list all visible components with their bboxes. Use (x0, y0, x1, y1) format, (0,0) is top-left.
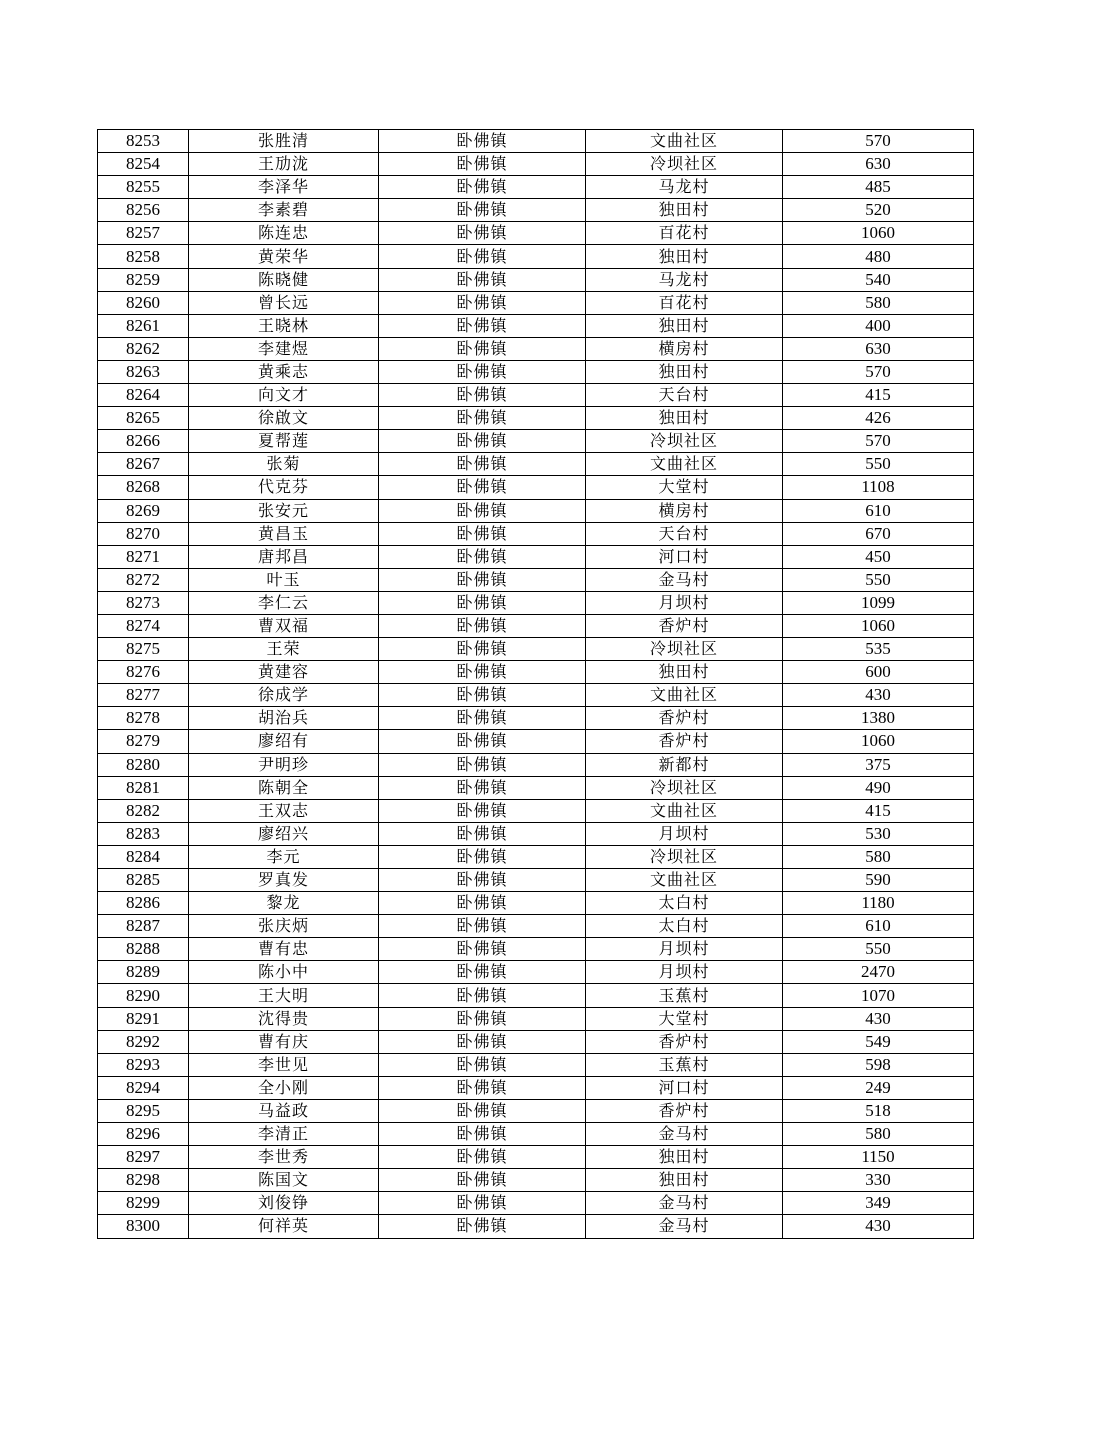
cell-id: 8278 (98, 707, 189, 730)
cell-amount: 1060 (783, 222, 974, 245)
cell-town: 卧佛镇 (379, 776, 586, 799)
table-row (98, 153, 974, 176)
cell-village: 文曲社区 (586, 684, 783, 707)
cell-amount: 1180 (783, 892, 974, 915)
cell-amount: 630 (783, 337, 974, 360)
cell-name: 全小刚 (189, 1076, 379, 1099)
cell-village: 玉蕉村 (586, 984, 783, 1007)
table-row (98, 199, 974, 222)
cell-village: 冷坝社区 (586, 845, 783, 868)
cell-id: 8255 (98, 176, 189, 199)
cell-amount: 1060 (783, 614, 974, 637)
cell-name: 沈得贵 (189, 1007, 379, 1030)
table-row (98, 892, 974, 915)
cell-amount: 518 (783, 1099, 974, 1122)
cell-town: 卧佛镇 (379, 730, 586, 753)
table-row (98, 753, 974, 776)
cell-town: 卧佛镇 (379, 1123, 586, 1146)
cell-village: 大堂村 (586, 1007, 783, 1030)
table-row (98, 453, 974, 476)
cell-amount: 1060 (783, 730, 974, 753)
cell-id: 8281 (98, 776, 189, 799)
cell-amount: 430 (783, 1215, 974, 1238)
table-row (98, 476, 974, 499)
cell-id: 8259 (98, 268, 189, 291)
cell-town: 卧佛镇 (379, 245, 586, 268)
cell-id: 8284 (98, 845, 189, 868)
cell-name: 唐邦昌 (189, 545, 379, 568)
table-row (98, 661, 974, 684)
cell-village: 文曲社区 (586, 799, 783, 822)
cell-id: 8279 (98, 730, 189, 753)
cell-village: 香炉村 (586, 1030, 783, 1053)
cell-name: 徐成学 (189, 684, 379, 707)
cell-id: 8267 (98, 453, 189, 476)
cell-id: 8296 (98, 1123, 189, 1146)
cell-name: 黄昌玉 (189, 522, 379, 545)
cell-amount: 549 (783, 1030, 974, 1053)
cell-town: 卧佛镇 (379, 799, 586, 822)
table-row (98, 845, 974, 868)
cell-village: 香炉村 (586, 1099, 783, 1122)
cell-town: 卧佛镇 (379, 337, 586, 360)
cell-name: 陈连忠 (189, 222, 379, 245)
table-row (98, 799, 974, 822)
cell-village: 马龙村 (586, 176, 783, 199)
table-row (98, 1076, 974, 1099)
cell-village: 独田村 (586, 661, 783, 684)
cell-id: 8256 (98, 199, 189, 222)
cell-town: 卧佛镇 (379, 869, 586, 892)
cell-name: 王晓林 (189, 314, 379, 337)
cell-id: 8272 (98, 568, 189, 591)
cell-name: 李建煜 (189, 337, 379, 360)
cell-village: 文曲社区 (586, 453, 783, 476)
table-row (98, 776, 974, 799)
table-row (98, 1215, 974, 1238)
cell-village: 河口村 (586, 1076, 783, 1099)
cell-id: 8277 (98, 684, 189, 707)
cell-name: 王劢泷 (189, 153, 379, 176)
cell-town: 卧佛镇 (379, 1030, 586, 1053)
cell-town: 卧佛镇 (379, 153, 586, 176)
cell-amount: 670 (783, 522, 974, 545)
cell-amount: 520 (783, 199, 974, 222)
cell-amount: 430 (783, 684, 974, 707)
cell-amount: 375 (783, 753, 974, 776)
cell-amount: 610 (783, 915, 974, 938)
cell-town: 卧佛镇 (379, 407, 586, 430)
table-row (98, 1099, 974, 1122)
cell-amount: 1070 (783, 984, 974, 1007)
cell-amount: 426 (783, 407, 974, 430)
cell-amount: 580 (783, 291, 974, 314)
cell-name: 曹有忠 (189, 938, 379, 961)
cell-name: 黄荣华 (189, 245, 379, 268)
cell-name: 徐啟文 (189, 407, 379, 430)
table-row (98, 245, 974, 268)
table-row (98, 499, 974, 522)
cell-name: 何祥英 (189, 1215, 379, 1238)
cell-town: 卧佛镇 (379, 176, 586, 199)
table-row (98, 130, 974, 153)
cell-town: 卧佛镇 (379, 130, 586, 153)
cell-id: 8294 (98, 1076, 189, 1099)
cell-name: 刘俊铮 (189, 1192, 379, 1215)
cell-id: 8269 (98, 499, 189, 522)
cell-name: 向文才 (189, 384, 379, 407)
cell-name: 李元 (189, 845, 379, 868)
cell-town: 卧佛镇 (379, 961, 586, 984)
cell-id: 8274 (98, 614, 189, 637)
cell-name: 尹明珍 (189, 753, 379, 776)
cell-amount: 600 (783, 661, 974, 684)
cell-id: 8289 (98, 961, 189, 984)
cell-town: 卧佛镇 (379, 430, 586, 453)
cell-amount: 330 (783, 1169, 974, 1192)
cell-name: 马益政 (189, 1099, 379, 1122)
cell-town: 卧佛镇 (379, 360, 586, 383)
cell-id: 8273 (98, 591, 189, 614)
cell-amount: 349 (783, 1192, 974, 1215)
cell-id: 8293 (98, 1053, 189, 1076)
cell-town: 卧佛镇 (379, 1053, 586, 1076)
cell-id: 8286 (98, 892, 189, 915)
cell-village: 冷坝社区 (586, 776, 783, 799)
cell-town: 卧佛镇 (379, 638, 586, 661)
cell-name: 代克芬 (189, 476, 379, 499)
cell-amount: 1108 (783, 476, 974, 499)
cell-town: 卧佛镇 (379, 1192, 586, 1215)
cell-id: 8285 (98, 869, 189, 892)
cell-name: 曹有庆 (189, 1030, 379, 1053)
cell-village: 冷坝社区 (586, 430, 783, 453)
cell-id: 8295 (98, 1099, 189, 1122)
cell-id: 8282 (98, 799, 189, 822)
cell-village: 文曲社区 (586, 869, 783, 892)
cell-name: 陈小中 (189, 961, 379, 984)
cell-town: 卧佛镇 (379, 568, 586, 591)
cell-village: 香炉村 (586, 614, 783, 637)
cell-town: 卧佛镇 (379, 661, 586, 684)
cell-town: 卧佛镇 (379, 684, 586, 707)
cell-town: 卧佛镇 (379, 1007, 586, 1030)
cell-village: 文曲社区 (586, 130, 783, 153)
cell-village: 独田村 (586, 360, 783, 383)
cell-name: 王大明 (189, 984, 379, 1007)
cell-village: 马龙村 (586, 268, 783, 291)
table-row (98, 522, 974, 545)
cell-name: 黎龙 (189, 892, 379, 915)
table-row (98, 984, 974, 1007)
cell-town: 卧佛镇 (379, 384, 586, 407)
table-row (98, 1169, 974, 1192)
cell-name: 曹双福 (189, 614, 379, 637)
cell-town: 卧佛镇 (379, 938, 586, 961)
cell-village: 独田村 (586, 314, 783, 337)
cell-amount: 415 (783, 384, 974, 407)
cell-town: 卧佛镇 (379, 915, 586, 938)
cell-village: 金马村 (586, 1192, 783, 1215)
cell-name: 陈晓健 (189, 268, 379, 291)
cell-village: 百花村 (586, 291, 783, 314)
cell-town: 卧佛镇 (379, 291, 586, 314)
cell-name: 张胜清 (189, 130, 379, 153)
cell-village: 月坝村 (586, 938, 783, 961)
table-row (98, 222, 974, 245)
cell-amount: 550 (783, 938, 974, 961)
table-row (98, 545, 974, 568)
cell-amount: 2470 (783, 961, 974, 984)
cell-amount: 450 (783, 545, 974, 568)
cell-id: 8263 (98, 360, 189, 383)
cell-id: 8253 (98, 130, 189, 153)
cell-town: 卧佛镇 (379, 1146, 586, 1169)
cell-name: 陈国文 (189, 1169, 379, 1192)
cell-village: 金马村 (586, 568, 783, 591)
cell-id: 8280 (98, 753, 189, 776)
cell-town: 卧佛镇 (379, 453, 586, 476)
cell-village: 大堂村 (586, 476, 783, 499)
table-row (98, 1192, 974, 1215)
cell-amount: 630 (783, 153, 974, 176)
cell-name: 李泽华 (189, 176, 379, 199)
cell-town: 卧佛镇 (379, 522, 586, 545)
cell-id: 8292 (98, 1030, 189, 1053)
table-row (98, 591, 974, 614)
cell-town: 卧佛镇 (379, 476, 586, 499)
table-row (98, 638, 974, 661)
table-row (98, 938, 974, 961)
cell-id: 8271 (98, 545, 189, 568)
cell-id: 8270 (98, 522, 189, 545)
table-row (98, 314, 974, 337)
cell-id: 8297 (98, 1146, 189, 1169)
cell-amount: 598 (783, 1053, 974, 1076)
table-row (98, 1053, 974, 1076)
table-row (98, 915, 974, 938)
table-row (98, 337, 974, 360)
cell-id: 8288 (98, 938, 189, 961)
cell-village: 月坝村 (586, 591, 783, 614)
cell-town: 卧佛镇 (379, 892, 586, 915)
cell-id: 8287 (98, 915, 189, 938)
cell-village: 金马村 (586, 1215, 783, 1238)
cell-village: 横房村 (586, 337, 783, 360)
cell-id: 8276 (98, 661, 189, 684)
cell-amount: 580 (783, 1123, 974, 1146)
cell-id: 8298 (98, 1169, 189, 1192)
table-row (98, 684, 974, 707)
cell-town: 卧佛镇 (379, 1215, 586, 1238)
cell-town: 卧佛镇 (379, 984, 586, 1007)
cell-id: 8258 (98, 245, 189, 268)
cell-id: 8257 (98, 222, 189, 245)
cell-town: 卧佛镇 (379, 753, 586, 776)
cell-name: 廖绍兴 (189, 822, 379, 845)
cell-amount: 540 (783, 268, 974, 291)
cell-town: 卧佛镇 (379, 845, 586, 868)
data-table (97, 129, 974, 1239)
cell-amount: 610 (783, 499, 974, 522)
table-row (98, 961, 974, 984)
cell-town: 卧佛镇 (379, 1099, 586, 1122)
cell-village: 河口村 (586, 545, 783, 568)
cell-name: 黄乘志 (189, 360, 379, 383)
cell-amount: 490 (783, 776, 974, 799)
cell-village: 横房村 (586, 499, 783, 522)
cell-id: 8275 (98, 638, 189, 661)
cell-amount: 1150 (783, 1146, 974, 1169)
cell-id: 8260 (98, 291, 189, 314)
cell-id: 8291 (98, 1007, 189, 1030)
cell-name: 张菊 (189, 453, 379, 476)
cell-id: 8261 (98, 314, 189, 337)
table-row (98, 730, 974, 753)
cell-name: 夏帮莲 (189, 430, 379, 453)
cell-name: 罗真发 (189, 869, 379, 892)
cell-amount: 570 (783, 130, 974, 153)
cell-town: 卧佛镇 (379, 614, 586, 637)
cell-amount: 1380 (783, 707, 974, 730)
cell-village: 百花村 (586, 222, 783, 245)
cell-town: 卧佛镇 (379, 199, 586, 222)
cell-id: 8268 (98, 476, 189, 499)
cell-name: 李世见 (189, 1053, 379, 1076)
cell-name: 王荣 (189, 638, 379, 661)
table-row (98, 614, 974, 637)
cell-village: 冷坝社区 (586, 638, 783, 661)
cell-town: 卧佛镇 (379, 314, 586, 337)
cell-amount: 570 (783, 360, 974, 383)
cell-name: 胡治兵 (189, 707, 379, 730)
cell-id: 8283 (98, 822, 189, 845)
table-row (98, 1007, 974, 1030)
table-body (98, 130, 974, 1239)
cell-id: 8300 (98, 1215, 189, 1238)
table-row (98, 1146, 974, 1169)
cell-town: 卧佛镇 (379, 268, 586, 291)
cell-id: 8262 (98, 337, 189, 360)
cell-name: 黄建容 (189, 661, 379, 684)
cell-village: 独田村 (586, 199, 783, 222)
table-row (98, 430, 974, 453)
cell-town: 卧佛镇 (379, 499, 586, 522)
cell-amount: 249 (783, 1076, 974, 1099)
cell-amount: 590 (783, 869, 974, 892)
table-row (98, 268, 974, 291)
cell-town: 卧佛镇 (379, 822, 586, 845)
cell-village: 月坝村 (586, 822, 783, 845)
cell-town: 卧佛镇 (379, 545, 586, 568)
cell-id: 8254 (98, 153, 189, 176)
cell-name: 曾长远 (189, 291, 379, 314)
cell-name: 廖绍有 (189, 730, 379, 753)
cell-name: 陈朝全 (189, 776, 379, 799)
cell-village: 冷坝社区 (586, 153, 783, 176)
cell-name: 李世秀 (189, 1146, 379, 1169)
cell-amount: 485 (783, 176, 974, 199)
cell-town: 卧佛镇 (379, 222, 586, 245)
cell-amount: 570 (783, 430, 974, 453)
cell-amount: 400 (783, 314, 974, 337)
cell-name: 张庆炳 (189, 915, 379, 938)
cell-village: 独田村 (586, 1146, 783, 1169)
cell-amount: 580 (783, 845, 974, 868)
cell-amount: 430 (783, 1007, 974, 1030)
table-row (98, 384, 974, 407)
cell-id: 8264 (98, 384, 189, 407)
cell-id: 8266 (98, 430, 189, 453)
cell-id: 8290 (98, 984, 189, 1007)
cell-town: 卧佛镇 (379, 1169, 586, 1192)
table-row (98, 407, 974, 430)
cell-name: 李清正 (189, 1123, 379, 1146)
table-row (98, 822, 974, 845)
cell-name: 李素碧 (189, 199, 379, 222)
cell-amount: 550 (783, 568, 974, 591)
cell-id: 8265 (98, 407, 189, 430)
cell-village: 独田村 (586, 407, 783, 430)
cell-name: 张安元 (189, 499, 379, 522)
cell-village: 天台村 (586, 384, 783, 407)
cell-village: 金马村 (586, 1123, 783, 1146)
cell-village: 香炉村 (586, 730, 783, 753)
cell-village: 天台村 (586, 522, 783, 545)
cell-village: 香炉村 (586, 707, 783, 730)
cell-name: 叶玉 (189, 568, 379, 591)
table-row (98, 568, 974, 591)
cell-town: 卧佛镇 (379, 591, 586, 614)
cell-village: 太白村 (586, 915, 783, 938)
cell-id: 8299 (98, 1192, 189, 1215)
cell-amount: 415 (783, 799, 974, 822)
cell-village: 月坝村 (586, 961, 783, 984)
cell-amount: 550 (783, 453, 974, 476)
table-row (98, 291, 974, 314)
cell-village: 独田村 (586, 1169, 783, 1192)
table-row (98, 707, 974, 730)
cell-village: 独田村 (586, 245, 783, 268)
cell-village: 太白村 (586, 892, 783, 915)
cell-village: 玉蕉村 (586, 1053, 783, 1076)
cell-amount: 530 (783, 822, 974, 845)
table-row (98, 1030, 974, 1053)
table-row (98, 1123, 974, 1146)
table-row (98, 869, 974, 892)
cell-town: 卧佛镇 (379, 1076, 586, 1099)
cell-amount: 480 (783, 245, 974, 268)
cell-amount: 1099 (783, 591, 974, 614)
cell-town: 卧佛镇 (379, 707, 586, 730)
cell-village: 新都村 (586, 753, 783, 776)
table-row (98, 176, 974, 199)
table-row (98, 360, 974, 383)
cell-amount: 535 (783, 638, 974, 661)
cell-name: 王双志 (189, 799, 379, 822)
cell-name: 李仁云 (189, 591, 379, 614)
